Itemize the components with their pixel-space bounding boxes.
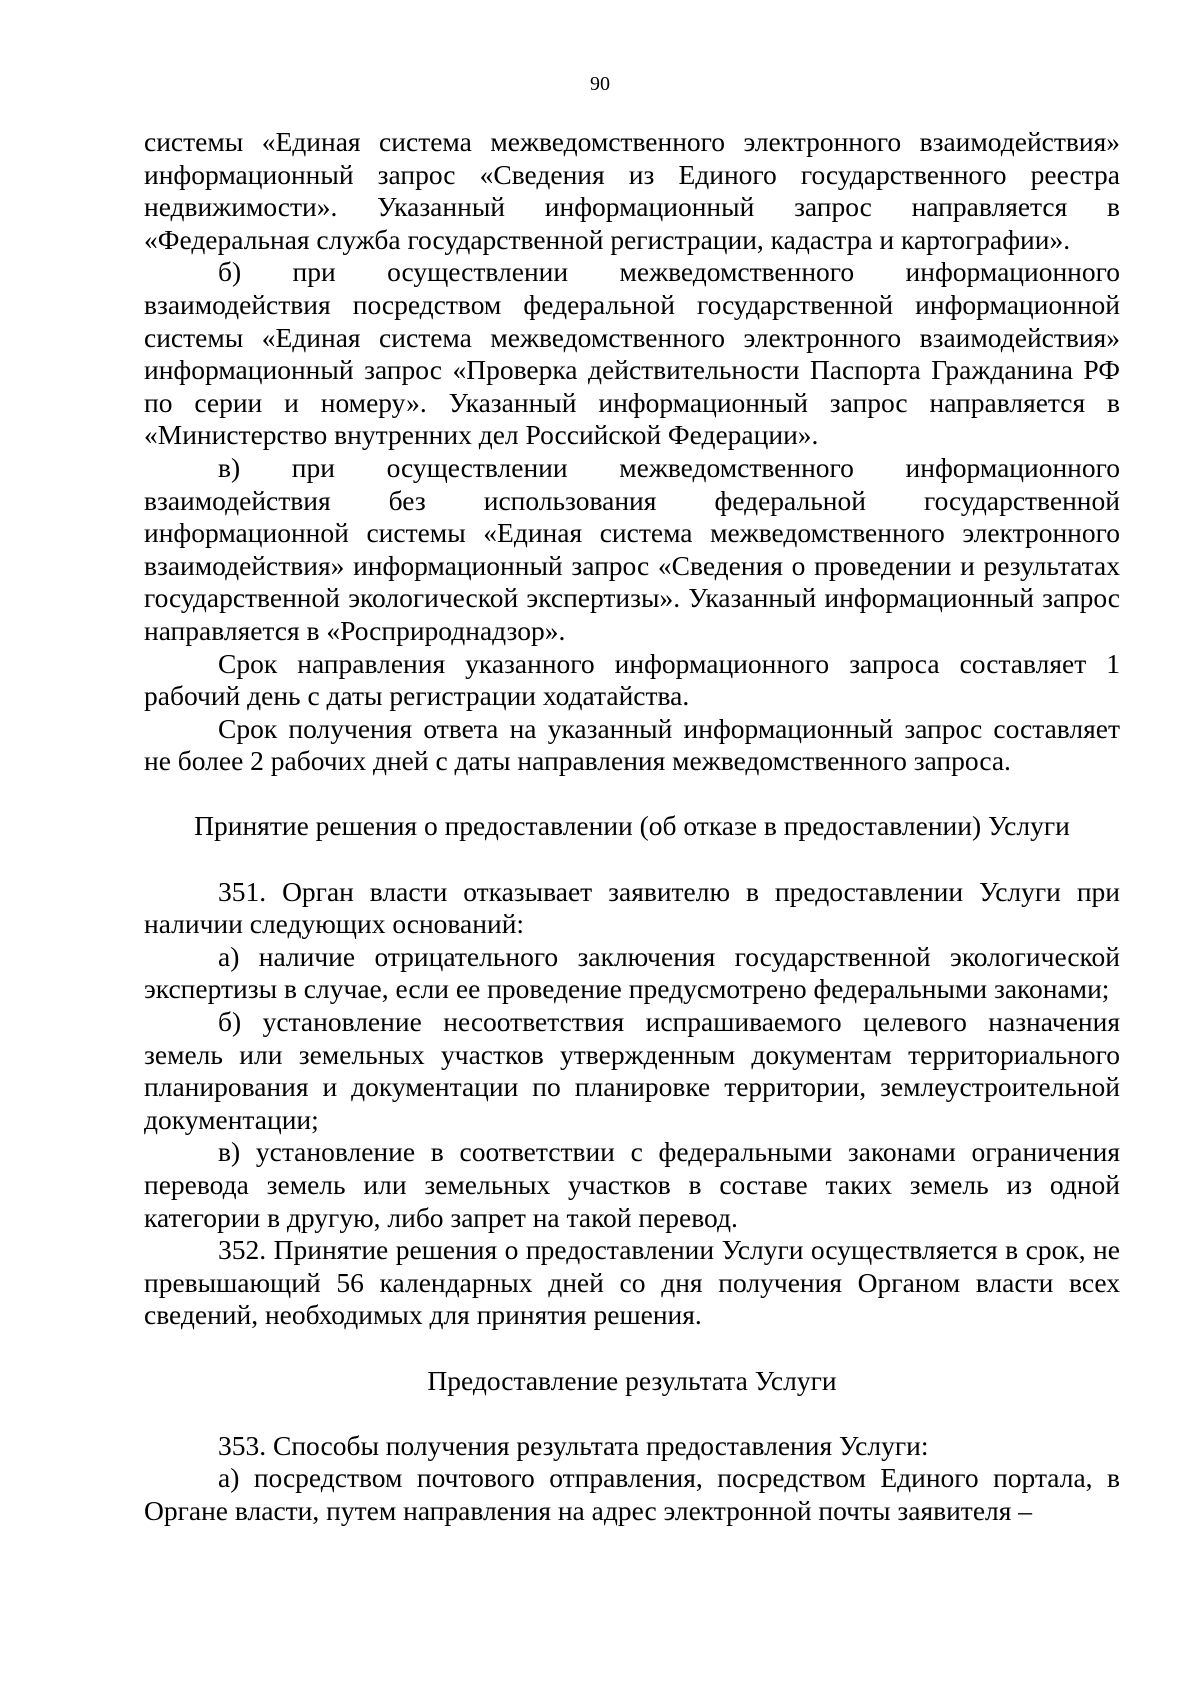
paragraph: 351. Орган власти отказывает заявителю в предоставлении Услуги при наличии следующих оснований:	[144, 875, 1120, 940]
section-spacer	[144, 1397, 1120, 1430]
paragraph: а) наличие отрицательного заключения государственной экологической экспертизы в случае, если ее проведение предусмотрено федеральными законами;	[144, 940, 1120, 1005]
paragraph: в) установление в соответствии с федеральными законами ограничения перевода земель или земельных участков в составе таких земель из одной категории в другую, либо запрет на такой перевод.	[144, 1136, 1120, 1233]
section-spacer	[144, 778, 1120, 811]
paragraph: Срок получения ответа на указанный информационный запрос составляет не более 2 рабочих дней с даты направления межведомственного запроса.	[144, 712, 1120, 777]
paragraph: Срок направления указанного информационного запроса составляет 1 рабочий день с даты регистрации ходатайства.	[144, 647, 1120, 712]
section-spacer	[144, 1332, 1120, 1365]
paragraph: 353. Способы получения результата предоставления Услуги:	[218, 1429, 929, 1461]
paragraph: б) при осуществлении межведомственного информационного взаимодействия посредством федеральной государственной информационной системы «Единая система межведомственного электронного взаимодействия» информационный запрос «Проверка действительности Паспорта Гражданина РФ по серии и номеру». Указанный информационный запрос направляется в «Министерство внутренних дел Российской Федерации».	[144, 256, 1120, 451]
section-heading: Предоставление результата Услуги	[427, 1364, 837, 1396]
paragraph: системы «Единая система межведомственного электронного взаимодействия» информационный запрос «Сведения из Единого государственного реестра недвижимости». Указанный информационный запрос направляется в «Федеральная служба государственной регистрации, кадастра и картографии».	[144, 126, 1120, 255]
section-spacer	[144, 843, 1120, 876]
paragraph: а) посредством почтового отправления, посредством Единого портала, в Органе власти, путем направления на адрес электронной почты заявителя –	[144, 1462, 1120, 1526]
paragraph: в) при осуществлении межведомственного информационного взаимодействия без использования федеральной государственной информационной системы «Единая система межведомственного электронного взаимодействия» информационный запрос «Сведения о проведении и результатах государственной экологической экспертизы». Указанный информационный запрос направляется в «Росприроднадзор».	[144, 451, 1120, 646]
paragraph: 352. Принятие решения о предоставлении Услуги осуществляется в срок, не превышающий 56 календарных дней со дня получения Органом власти всех сведений, необходимых для принятия решения.	[144, 1234, 1120, 1331]
page-number: 90	[590, 73, 610, 95]
section-heading: Принятие решения о предоставлении (об отказе в предоставлении) Услуги	[194, 810, 1070, 842]
document-body	[144, 126, 1120, 1528]
paragraph: б) установление несоответствия испрашиваемого целевого назначения земель или земельных участков утвержденным документам территориального планирования и документации по планировке территории, землеустроительной документации;	[144, 1006, 1120, 1135]
